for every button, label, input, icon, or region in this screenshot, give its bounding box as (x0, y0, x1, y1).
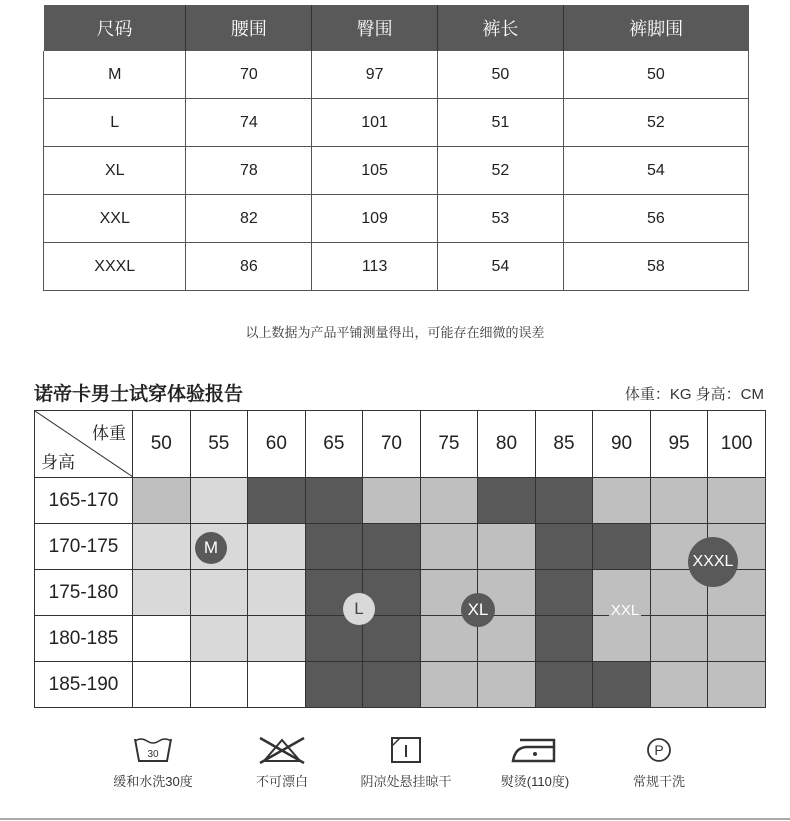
corner-cell (35, 411, 133, 478)
fit-table (34, 410, 766, 708)
fit-cell (248, 524, 306, 570)
fit-cell (478, 662, 536, 708)
fit-row (35, 524, 766, 570)
height-label: 170-175 (35, 524, 133, 570)
table-cell: 54 (437, 243, 563, 291)
table-cell: 53 (437, 195, 563, 243)
fit-report-grid (34, 410, 766, 709)
weight-header: 50 (133, 411, 191, 478)
header-hip: 臀围 (312, 5, 438, 51)
fit-cell (593, 478, 651, 524)
table-cell: 82 (186, 195, 312, 243)
size-marker-xxl: XXL (608, 593, 642, 627)
table-cell: 52 (563, 99, 748, 147)
report-title: 诺帝卡男士试穿体验报告 (34, 384, 244, 405)
care-item-no-bleach (212, 735, 352, 790)
fit-cell (708, 616, 766, 662)
size-marker-l: L (343, 593, 375, 625)
care-label: 不可漂白 (255, 774, 308, 789)
care-item-hang-dry (336, 735, 476, 790)
table-cell: 86 (186, 243, 312, 291)
hang-dry-shade-icon (390, 736, 422, 764)
table-cell: 78 (186, 147, 312, 195)
fit-cell (190, 662, 248, 708)
measurement-note: 以上数据为产品平铺测量得出，可能存在细微的误差 (245, 325, 545, 340)
weight-header: 95 (650, 411, 708, 478)
table-cell: 70 (186, 51, 312, 99)
fit-cell (248, 478, 306, 524)
header-waist: 腰围 (186, 5, 312, 51)
care-label: 熨烫(110度) (500, 774, 570, 789)
weight-header: 90 (593, 411, 651, 478)
weight-header: 60 (248, 411, 306, 478)
table-cell: 58 (563, 243, 748, 291)
fit-cell (305, 662, 363, 708)
table-cell: 50 (563, 51, 748, 99)
no-bleach-icon (256, 736, 308, 764)
table-row (44, 99, 749, 147)
fit-cell (363, 662, 421, 708)
fit-cell (190, 616, 248, 662)
table-cell: 113 (312, 243, 438, 291)
fit-row (35, 662, 766, 708)
fit-cell (420, 524, 478, 570)
care-item-dry-clean (589, 735, 729, 790)
table-cell: 101 (312, 99, 438, 147)
fit-cell (593, 524, 651, 570)
fit-cell (535, 570, 593, 616)
weight-header: 80 (478, 411, 536, 478)
height-label: 175-180 (35, 570, 133, 616)
table-row (44, 147, 749, 195)
size-marker-xxxl: XXXL (688, 537, 738, 587)
header-length: 裤长 (437, 5, 563, 51)
height-label: 185-190 (35, 662, 133, 708)
table-row (44, 195, 749, 243)
iron-icon (510, 736, 560, 764)
weight-header: 70 (363, 411, 421, 478)
fit-cell (133, 662, 191, 708)
care-item-wash (83, 735, 223, 790)
care-label: 缓和水洗30度 (113, 774, 193, 789)
fit-cell (420, 478, 478, 524)
wash-30-icon (133, 736, 173, 764)
fit-cell (305, 524, 363, 570)
table-cell: 97 (312, 51, 438, 99)
fit-cell (363, 524, 421, 570)
report-units: 体重：KG 身高：CM (624, 386, 764, 403)
care-item-iron (465, 735, 605, 790)
size-marker-xl: XL (461, 593, 495, 627)
fit-cell (535, 662, 593, 708)
fit-cell (363, 478, 421, 524)
fit-cell (650, 662, 708, 708)
fit-cell (708, 662, 766, 708)
table-cell: M (44, 51, 186, 99)
fit-row (35, 478, 766, 524)
table-row (44, 243, 749, 291)
fit-cell (248, 662, 306, 708)
bottom-divider (0, 818, 790, 820)
size-chart-header-row (44, 5, 749, 51)
fit-row (35, 570, 766, 616)
height-label: 165-170 (35, 478, 133, 524)
size-chart-table (43, 5, 749, 291)
corner-height-label: 身高 (41, 453, 75, 472)
fit-cell (248, 616, 306, 662)
table-row (44, 51, 749, 99)
weight-header-row (35, 411, 766, 478)
fit-cell (133, 570, 191, 616)
fit-cell (535, 524, 593, 570)
fit-row (35, 616, 766, 662)
weight-header: 75 (420, 411, 478, 478)
table-cell: 105 (312, 147, 438, 195)
svg-text:P: P (654, 742, 664, 758)
size-marker-m: M (195, 532, 227, 564)
fit-cell (190, 478, 248, 524)
table-cell: 52 (437, 147, 563, 195)
fit-cell (708, 478, 766, 524)
fit-cell (133, 478, 191, 524)
table-cell: XXXL (44, 243, 186, 291)
fit-cell (535, 616, 593, 662)
weight-header: 85 (535, 411, 593, 478)
table-cell: L (44, 99, 186, 147)
svg-text:30: 30 (147, 749, 159, 760)
height-label: 180-185 (35, 616, 133, 662)
table-cell: 51 (437, 99, 563, 147)
fit-cell (305, 478, 363, 524)
table-cell: 74 (186, 99, 312, 147)
fit-cell (248, 570, 306, 616)
fit-cell (478, 524, 536, 570)
weight-header: 100 (708, 411, 766, 478)
table-cell: 56 (563, 195, 748, 243)
fit-cell (650, 478, 708, 524)
table-cell: 54 (563, 147, 748, 195)
fit-cell (420, 662, 478, 708)
care-label: 常规干洗 (632, 774, 685, 789)
table-cell: XL (44, 147, 186, 195)
fit-cell (190, 570, 248, 616)
dry-clean-icon (645, 736, 673, 764)
table-cell: XXL (44, 195, 186, 243)
care-label: 阴凉处悬挂晾干 (360, 774, 452, 789)
fit-cell (593, 662, 651, 708)
fit-cell (363, 616, 421, 662)
header-hem: 裤脚围 (563, 5, 748, 51)
header-size: 尺码 (44, 5, 186, 51)
weight-header: 65 (305, 411, 363, 478)
fit-cell (478, 478, 536, 524)
table-cell: 109 (312, 195, 438, 243)
weight-header: 55 (190, 411, 248, 478)
fit-cell (535, 478, 593, 524)
fit-cell (650, 616, 708, 662)
table-cell: 50 (437, 51, 563, 99)
fit-cell (133, 616, 191, 662)
corner-weight-label: 体重 (92, 424, 126, 443)
fit-cell (133, 524, 191, 570)
